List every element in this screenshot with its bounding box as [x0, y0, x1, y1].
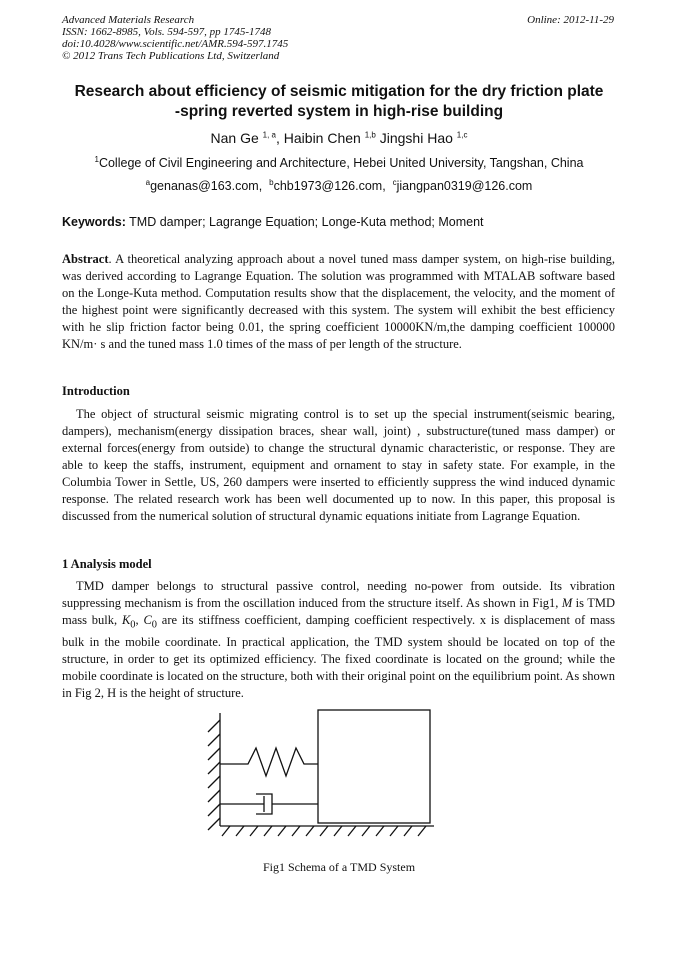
email-address[interactable]: genanas@163.com, — [150, 179, 263, 193]
title-line-2: -spring reverted system in high-rise building — [174, 103, 504, 120]
spring — [220, 748, 318, 776]
author-list: Nan Ge $^{1, a}$, Haibin Chen $^{1,b}$ Jingshi Hao $^{1,c}$ — [210, 130, 468, 146]
symbol-k0: K — [121, 613, 131, 627]
ground-hatching — [222, 826, 426, 836]
doi-line: doi:10.4028/www.scientific.net/AMR.594-597.1745 — [62, 38, 289, 50]
online-date: Online: 2012-11-29 — [527, 14, 614, 26]
author-affil-mark: 1, a — [262, 130, 276, 140]
tmd-schema-figure — [200, 708, 440, 848]
copyright-line: © 2012 Trans Tech Publications Ltd, Switzerland — [62, 50, 280, 62]
keywords-text: TMD damper; Lagrange Equation; Longe-Kuta method; Moment — [129, 215, 484, 229]
section-heading-introduction: Introduction — [62, 384, 130, 398]
text-run: is TMD mass bulk, — [62, 596, 615, 627]
subscript: 0 — [130, 619, 136, 631]
figure-caption: Fig1 Schema of a TMD System — [262, 860, 416, 874]
journal-name: Advanced Materials Research — [62, 14, 195, 26]
journal-header — [62, 14, 288, 62]
introduction-text: The object of structural seismic migrating control is to set up the special instrument(seismic bearing, dampers), mechanism(energy dissipation braces, shear wall, joint) , substructure(tuned mass damper) or external forces(energy from outside) to change the structural dynamic characteristic, or response. They are able to keep the staffs, instrument, equipment and ornament to stay in safety state. For example, in the Columbia Tower in Settle, US, 260 dampers were inserted to efficiently suppress the wind induced dynamic response. The related research work has been well documented up to now. In this paper, this proposal is discussed from the numerical solution of structural dynamic equations initiate from Lagrange Equation. — [62, 407, 615, 523]
section-heading-analysis-model: 1 Analysis model — [62, 557, 152, 571]
text-run: , — [135, 613, 144, 627]
affiliation — [0, 156, 678, 170]
abstract-label: Abstract — [62, 252, 109, 266]
email-mark: a — [145, 177, 151, 187]
author-name: Jingshi Hao — [379, 130, 453, 146]
author-name: Haibin Chen — [283, 130, 361, 146]
text-run: TMD damper belongs to structural passive control, needing no-power from outside. Its vibration suppressing mechanism is from the oscillation induced from the structure itself. As shown in Fig1, — [62, 579, 615, 610]
issn-line: ISSN: 1662-8985, Vols. 594-597, pp 1745-1748 — [62, 26, 271, 38]
email-address[interactable]: jiangpan0319@126.com — [396, 179, 533, 193]
email-address[interactable]: chb1973@126.com, — [273, 179, 386, 193]
author-affil-mark: 1,c — [456, 130, 468, 140]
author-name: Nan Ge — [210, 130, 259, 146]
paper-title — [40, 82, 638, 122]
abstract-text: . A theoretical analyzing approach about a novel tuned mass damper system, on high-rise building, was derived according to Lagrange Equation. The solution was programmed with MTALAB software based on the Longe-Kuta method. Computation results show that the displacement, the velocity, and the moment of the highest point were significantly decreased with this system. The system will exhibit the best efficiency with he slip friction factor being 0.01, the spring coefficient 10000KN/m,the damping coefficient 100000 KN/m· s and the tuned mass 1.0 times of the mass of per length of the structure. — [62, 252, 615, 351]
email-list — [0, 179, 678, 193]
affiliation-text: College of Civil Engineering and Architecture, Hebei United University, Tangshan, China — [98, 156, 584, 170]
email-mark: c — [392, 177, 397, 187]
keywords — [62, 215, 484, 229]
keywords-label: Keywords: — [62, 215, 126, 229]
text-run: are its stiffness coefficient, damping coefficient respectively. x is displacement of mass bulk in the mobile coordinate. In practical application, the TMD system should be located on top of the structure, in order to get its optimized efficiency. The fixed coordinate is located on the ground; while the mobile coordinate is located on the structure, both with their original point on the equilibrium point. As shown in Fig 2, H is the height of structure. — [62, 613, 616, 700]
tmd-mass-block — [318, 710, 430, 823]
abstract — [62, 251, 615, 353]
affiliation-mark: 1 — [94, 154, 99, 164]
analysis-model-text — [62, 578, 615, 702]
symbol-c0: C — [143, 613, 152, 627]
symbol-m: M — [561, 596, 573, 610]
author-affil-mark: 1,b — [364, 130, 376, 140]
email-mark: b — [269, 177, 274, 187]
wall-hatching — [208, 720, 220, 830]
subscript: 0 — [151, 619, 157, 631]
title-line-1: Research about efficiency of seismic mitigation for the dry friction plate — [74, 83, 604, 100]
